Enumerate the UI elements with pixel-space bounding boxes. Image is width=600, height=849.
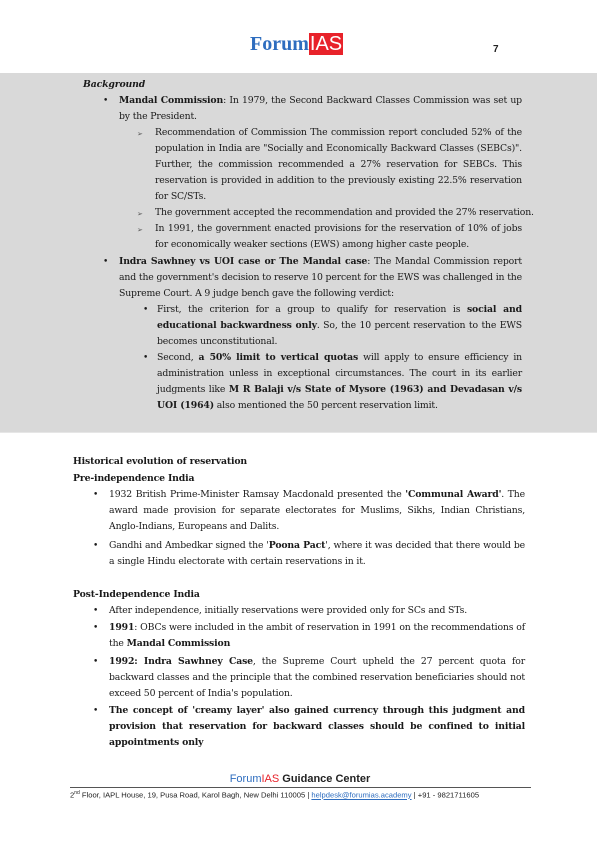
bullet-icon: • [143, 305, 149, 315]
arrow-bullet-icon: ➢ [137, 226, 143, 234]
bullet-icon: • [93, 541, 99, 551]
email-link[interactable]: helpdesk@forumias.academy [311, 790, 412, 800]
pre-independence-heading: Pre-independence India [73, 473, 195, 484]
bullet-icon: • [103, 257, 109, 267]
bullet-icon: • [93, 657, 99, 667]
post-item-1992: 1992: Indra Sawhney Case, the Supreme Court upheld the 27 percent quota for backward classes and the principle that the combined reservation beneficiaries should not exceed 50 percent of India's population. [109, 656, 525, 699]
arrow-bullet-icon: ➢ [137, 130, 143, 138]
recommendation-subitem: Recommendation of Commission The commission report concluded 52% of the population in India are "Socially and Economically Backward Classes (SEBCs)". Further, the commission recommended a 27% reservation for SEBCs. This reservation is provided in addition to the previously existing 22.5% reservation for SC/STs. [155, 127, 522, 202]
background-heading: Background [83, 79, 146, 90]
forumias-logo: ForumIAS [250, 33, 343, 55]
footer-address: 2nd Floor, IAPL House, 19, Pusa Road, Karol Bagh, New Delhi 110005 | helpdesk@forumias.academy | +91 - 9821711605 [70, 790, 480, 800]
arrow-bullet-icon: ➢ [137, 210, 143, 218]
footer-divider [70, 787, 531, 788]
communal-award-item: 1932 British Prime-Minister Ramsay Macdonald presented the 'Communal Award'. The award made provision for separate electorates for Muslims, Sikhs, Indian Christians, Anglo-Indians, Europeans and Dalits. [109, 489, 525, 532]
mandal-commission-item: Mandal Commission: In 1979, the Second Backward Classes Commission was set up by the President. [119, 95, 522, 122]
page-number: 7 [493, 44, 499, 55]
bullet-icon: • [93, 606, 99, 616]
bullet-icon: • [103, 96, 109, 106]
post-independence-heading: Post-Independence India [73, 589, 200, 600]
bullet-icon: • [93, 706, 99, 716]
verdict-second-item: Second, a 50% limit to vertical quotas will apply to ensure efficiency in administration unless in exceptional circumstances. The court in its earlier judgments like M R Balaji v/s State of Mysore (1963) and Devadasan v/s UOI (1964) also mentioned the 50 percent reservation limit. [157, 352, 522, 411]
post-item-1991: 1991: OBCs were included in the ambit of reservation in 1991 on the recommendations of the Mandal Commission [109, 622, 525, 649]
bullet-icon: • [93, 490, 99, 500]
historical-evolution-heading: Historical evolution of reservation [73, 456, 248, 467]
government-accepted-subitem: The government accepted the recommendation and provided the 27% reservation. [155, 207, 534, 218]
post-item-creamy-layer: The concept of 'creamy layer' also gained currency through this judgment and provision that reservation for backward classes should be confined to initial appointments only [109, 705, 525, 748]
post-item-sc-st: After independence, initially reservations were provided only for SCs and STs. [109, 605, 468, 616]
ews-subitem: In 1991, the government enacted provisions for the reservation of 10% of jobs for economically weaker sections (EWS) among higher caste people. [155, 223, 522, 250]
page-header [0, 30, 600, 60]
poona-pact-item: Gandhi and Ambedkar signed the 'Poona Pact', where it was decided that there would be a single Hindu electorate with certain reservations in it. [109, 540, 525, 567]
indra-sawhney-item: Indra Sawhney vs UOI case or The Mandal case: The Mandal Commission report and the government's decision to reserve 10 percent for the EWS was challenged in the Supreme Court. A 9 judge bench gave the following verdict: [119, 256, 522, 299]
footer-title: ForumIAS Guidance Center [229, 773, 371, 785]
verdict-first-item: First, the criterion for a group to qualify for reservation is social and educational backwardness only. So, the 10 percent reservation to the EWS becomes unconstitutional. [157, 304, 522, 347]
bullet-icon: • [93, 623, 99, 633]
bullet-icon: • [143, 353, 149, 363]
